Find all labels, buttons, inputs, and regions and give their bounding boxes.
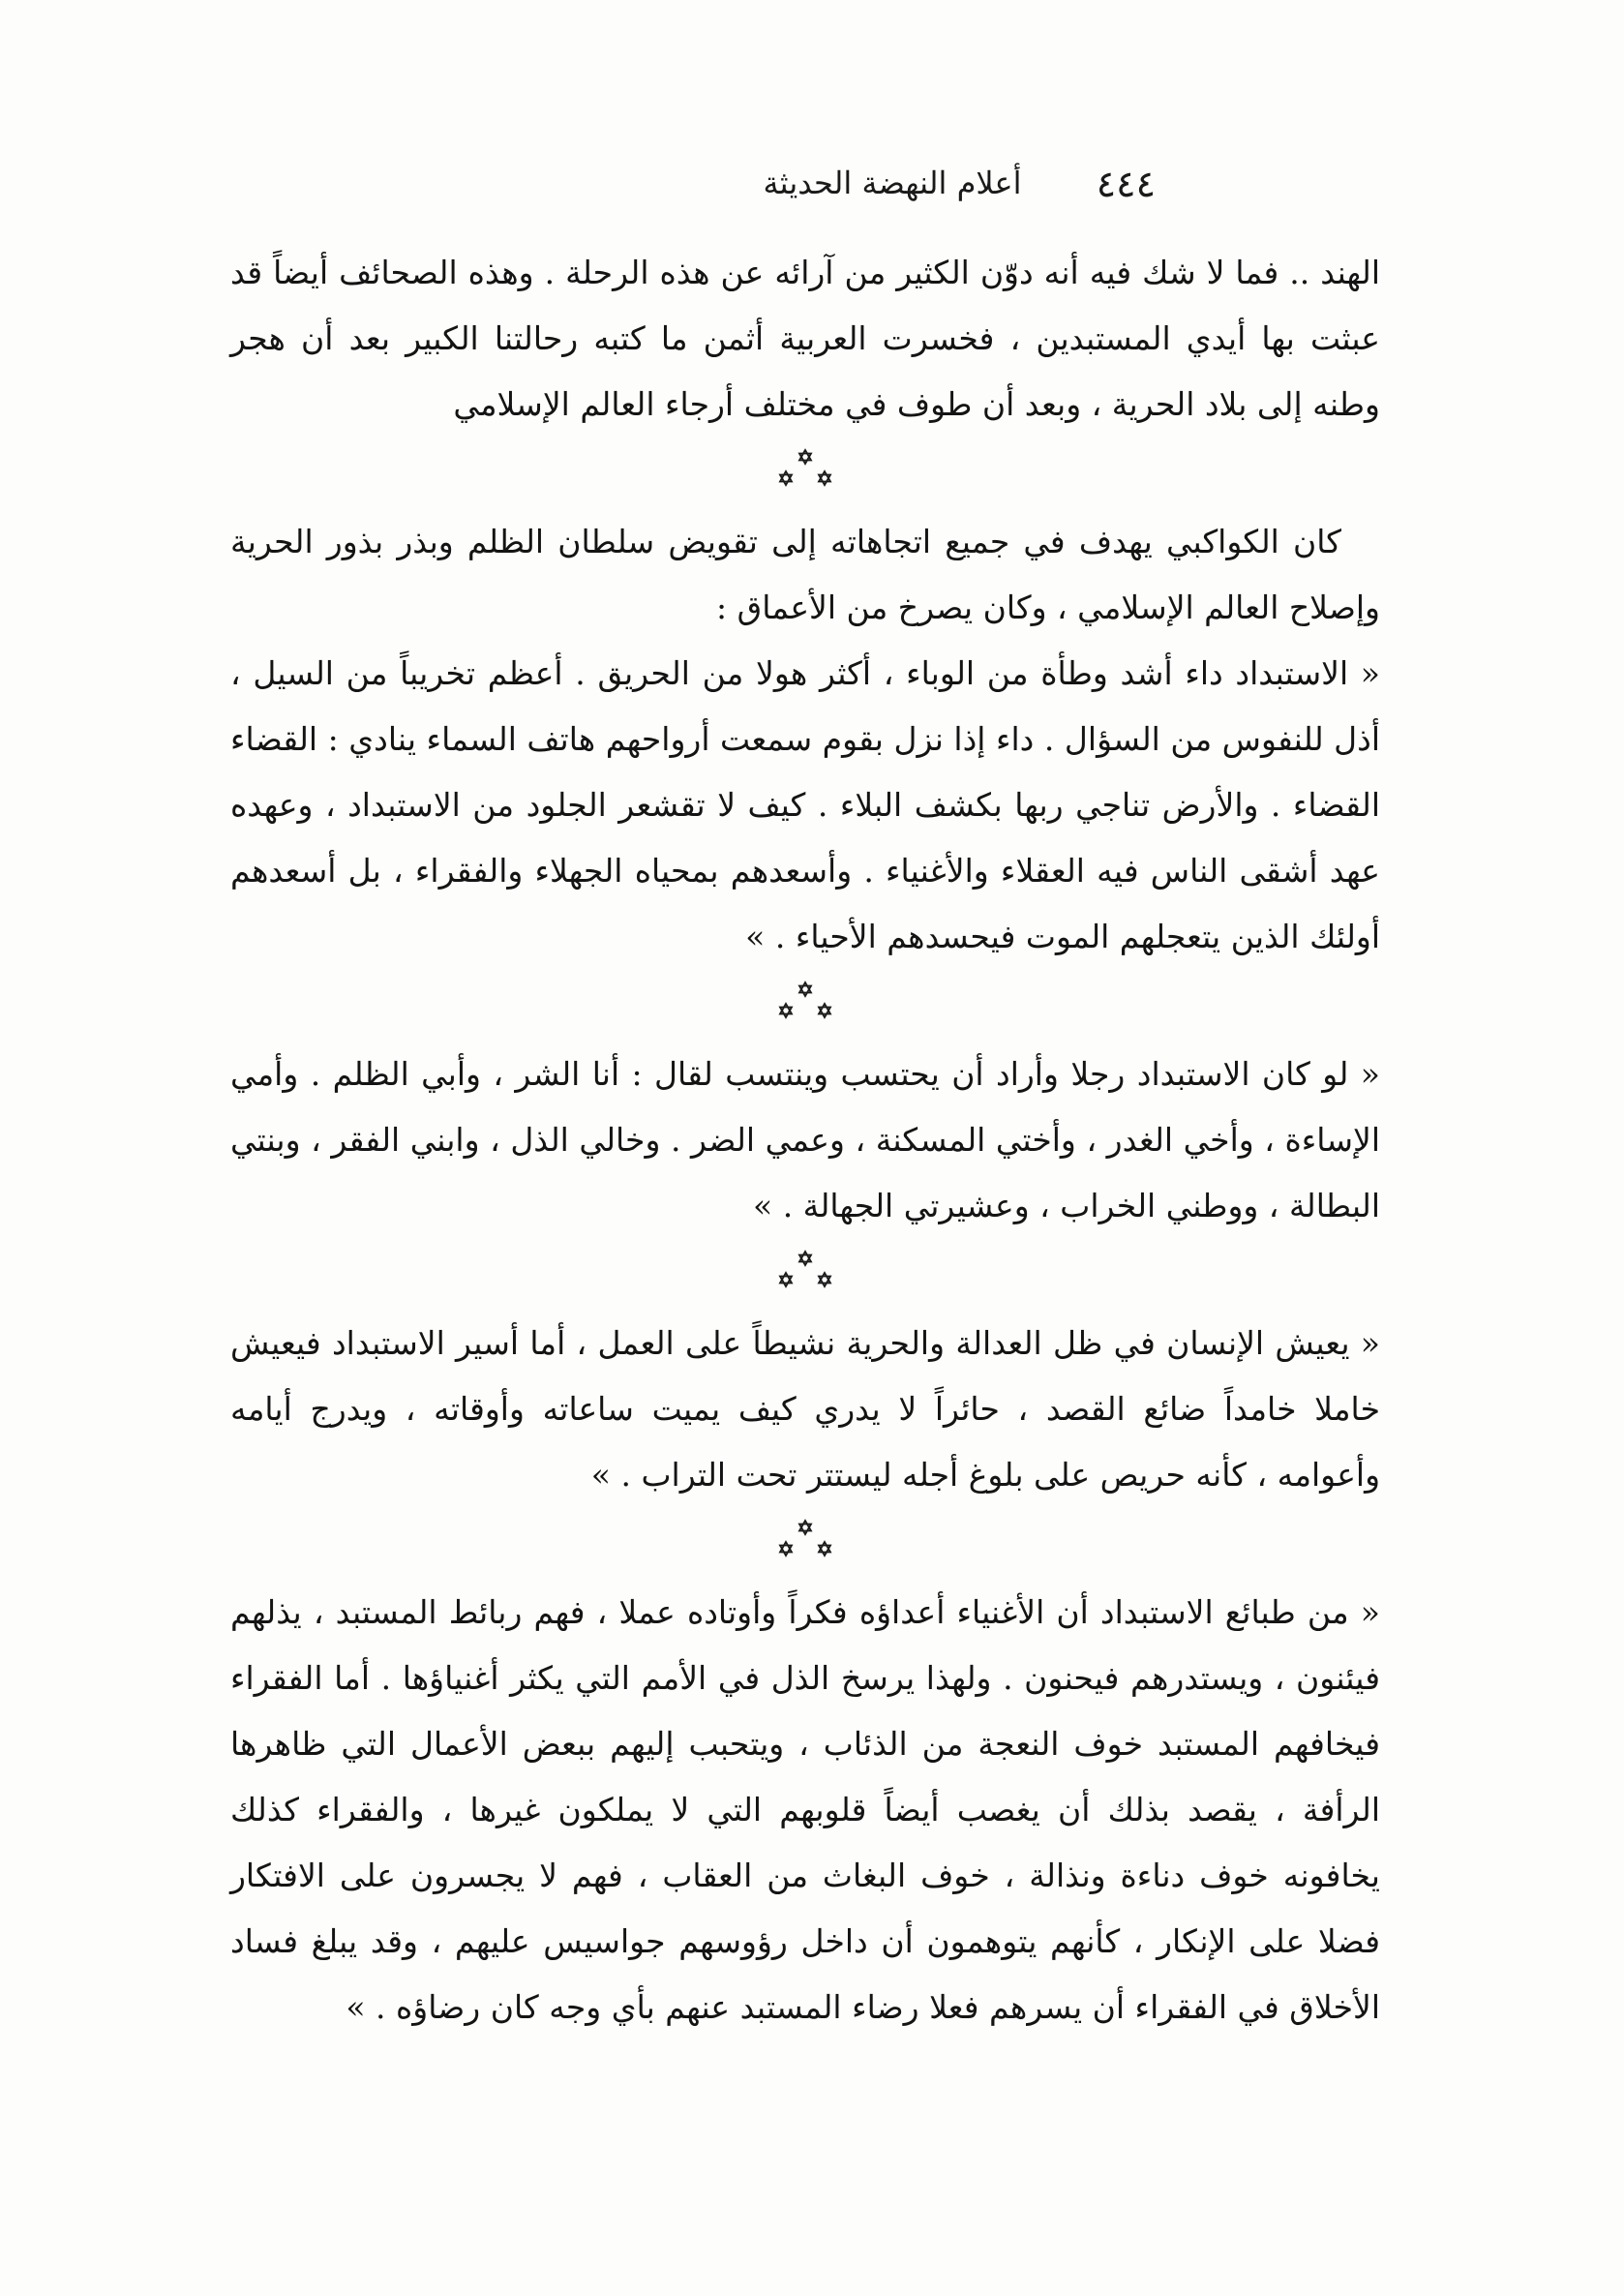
quote-paragraph: « يعيش الإنسان في ظل العدالة والحرية نشيطاً على العمل ، أما أسير الاستبداد فيعيش خاملا خامداً ضائع القصد ، حائراً لا يدري كيف يميت ساعاته وأوقاته ، ويدرج أيامه وأعوامه ، كأنه حريص على بلوغ أجله ليستتر تحت التراب . » (230, 1324, 1380, 1494)
paragraph: الهند .. فما لا شك فيه أنه دوّن الكثير من آرائه عن هذه الرحلة . وهذه الصحائف أيضاً قد عبثت بها أيدي المستبدين ، فخسرت العربية أثمن ما كتبه رحالتنا الكبير بعد أن هجر وطنه إلى بلاد الحرية ، وبعد أن طوف في مختلف أرجاء العالم الإسلامي (230, 254, 1380, 423)
paragraph: كان الكواكبي يهدف في جميع اتجاهاته إلى تقويض سلطان الظلم وبذر بذور الحرية وإصلاح العالم الإسلامي ، وكان يصرخ من الأعماق : (230, 523, 1380, 626)
asterism-icon (767, 1518, 844, 1566)
asterism-separator (230, 1239, 1380, 1311)
quote-paragraph: « الاستبداد داء أشد وطأة من الوباء ، أكثر هولا من الحريق . أعظم تخريباً من السيل ، أذل للنفوس من السؤال . داء إذا نزل بقوم سمعت أرواحهم هاتف السماء ينادي : القضاء القضاء . والأرض تناجي ربها بكشف البلاء . كيف لا تقشعر الجلود من الاستبداد ، وعهده عهد أشقى الناس فيه العقلاء والأغنياء . وأسعدهم بمحياه الجهلاء والفقراء ، بل أسعدهم أولئك الذين يتعجلهم الموت فيحسدهم الأحياء . » (230, 654, 1380, 955)
page-header (629, 163, 1156, 221)
running-title: أعلام النهضة الحديثة (763, 165, 1022, 201)
page-number: ٤٤٤ (1096, 163, 1156, 205)
body-text (230, 240, 1380, 2040)
asterism-icon (767, 1249, 844, 1297)
quote-paragraph: « لو كان الاستبداد رجلا وأراد أن يحتسب وينتسب لقال : أنا الشر ، وأبي الظلم . وأمي الإساءة ، وأخي الغدر ، وأختي المسكنة ، وعمي الضر . وخالي الذل ، وابني الفقر ، وبنتي البطالة ، ووطني الخراب ، وعشيرتي الجهالة . » (230, 1055, 1380, 1224)
asterism-separator (230, 438, 1380, 509)
asterism-separator (230, 970, 1380, 1042)
asterism-icon (767, 447, 844, 496)
quote-paragraph: « من طبائع الاستبداد أن الأغنياء أعداؤه فكراً وأوتاده عملا ، فهم ربائط المستبد ، يذلهم فيئنون ، ويستدرهم فيحنون . ولهذا يرسخ الذل في الأمم التي يكثر أغنياؤها . أما الفقراء فيخافهم المستبد خوف النعجة من الذئاب ، ويتحبب إليهم ببعض الأعمال التي ظاهرها الرأفة ، يقصد بذلك أن يغصب أيضاً قلوبهم التي لا يملكون غيرها ، والفقراء كذلك يخافونه خوف دناءة ونذالة ، خوف البغاث من العقاب ، فهم لا يجسرون على الافتكار فضلا على الإنكار ، كأنهم يتوهمون أن داخل رؤوسهم جواسيس عليهم ، وقد يبلغ فساد الأخلاق في الفقراء أن يسرهم فعلا رضاء المستبد عنهم بأي وجه كان رضاؤه . » (230, 1593, 1380, 2026)
asterism-separator (230, 1508, 1380, 1580)
asterism-icon (767, 980, 844, 1028)
